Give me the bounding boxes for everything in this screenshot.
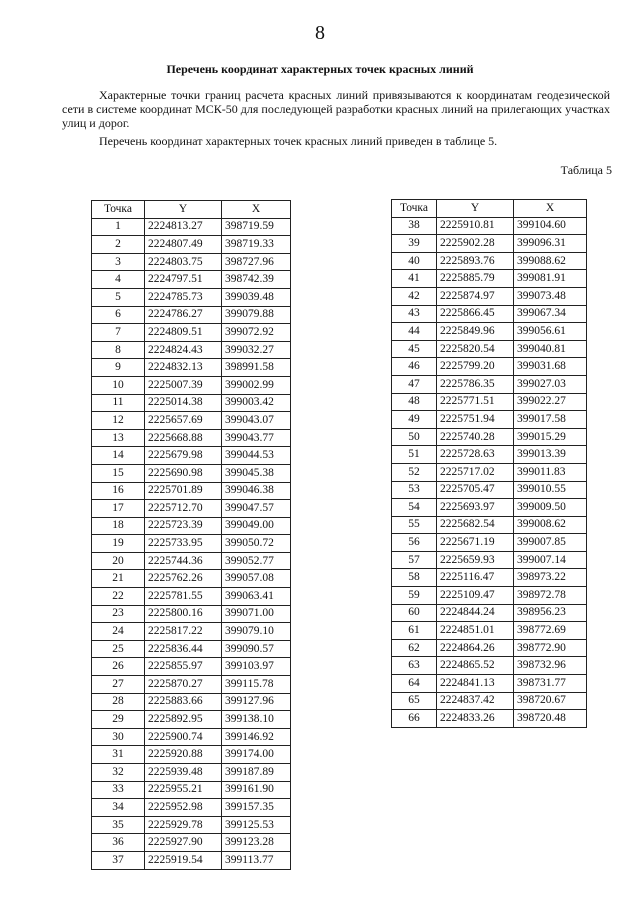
y-cell: 2225693.97 (437, 499, 514, 517)
point-cell: 28 (92, 693, 145, 711)
y-cell: 2225883.66 (145, 693, 222, 711)
table-row (92, 253, 291, 271)
point-cell: 5 (92, 288, 145, 306)
x-cell: 399174.00 (222, 746, 291, 764)
table-row (392, 411, 587, 429)
x-cell: 399073.48 (514, 287, 587, 305)
y-cell: 2225109.47 (437, 587, 514, 605)
y-cell: 2225955.21 (145, 781, 222, 799)
point-cell: 14 (92, 447, 145, 465)
table-row (392, 710, 587, 728)
x-cell: 399007.14 (514, 551, 587, 569)
y-cell: 2225744.36 (145, 552, 222, 570)
point-cell: 61 (392, 622, 437, 640)
x-cell: 398720.67 (514, 692, 587, 710)
x-cell: 399125.53 (222, 816, 291, 834)
table-header-row (392, 200, 587, 218)
table-row (92, 288, 291, 306)
y-cell: 2225799.20 (437, 358, 514, 376)
x-cell: 399017.58 (514, 411, 587, 429)
table-row (92, 570, 291, 588)
point-cell: 9 (92, 359, 145, 377)
point-cell: 62 (392, 639, 437, 657)
table-row (392, 235, 587, 253)
table-row (92, 464, 291, 482)
table-row (92, 781, 291, 799)
point-cell: 18 (92, 517, 145, 535)
x-cell: 399088.62 (514, 252, 587, 270)
table-header-row (92, 201, 291, 219)
table-row (392, 692, 587, 710)
table-row (92, 271, 291, 289)
point-cell: 37 (92, 851, 145, 869)
table-row (392, 270, 587, 288)
y-cell: 2225892.95 (145, 711, 222, 729)
table-row (92, 623, 291, 641)
x-cell: 399010.55 (514, 481, 587, 499)
x-cell: 399115.78 (222, 676, 291, 694)
x-cell: 399043.77 (222, 429, 291, 447)
y-cell: 2224833.26 (437, 710, 514, 728)
point-cell: 2 (92, 236, 145, 254)
point-cell: 10 (92, 376, 145, 394)
point-cell: 53 (392, 481, 437, 499)
header-y: Y (437, 200, 514, 218)
y-cell: 2225910.81 (437, 217, 514, 235)
x-cell: 399072.92 (222, 324, 291, 342)
y-cell: 2225885.79 (437, 270, 514, 288)
point-cell: 11 (92, 394, 145, 412)
x-cell: 399138.10 (222, 711, 291, 729)
y-cell: 2224797.51 (145, 271, 222, 289)
table-row (92, 799, 291, 817)
point-cell: 45 (392, 340, 437, 358)
y-cell: 2225920.88 (145, 746, 222, 764)
y-cell: 2225671.19 (437, 534, 514, 552)
x-cell: 399044.53 (222, 447, 291, 465)
x-cell: 399009.50 (514, 499, 587, 517)
y-cell: 2225007.39 (145, 376, 222, 394)
x-cell: 398719.33 (222, 236, 291, 254)
table-row (392, 639, 587, 657)
table-row (392, 675, 587, 693)
point-cell: 6 (92, 306, 145, 324)
table-row (392, 287, 587, 305)
point-cell: 40 (392, 252, 437, 270)
x-cell: 399067.34 (514, 305, 587, 323)
x-cell: 398972.78 (514, 587, 587, 605)
point-cell: 59 (392, 587, 437, 605)
table-row (392, 323, 587, 341)
coordinates-table-left (91, 200, 291, 870)
table-caption: Таблица 5 (560, 163, 612, 177)
table-row (392, 305, 587, 323)
y-cell: 2225929.78 (145, 816, 222, 834)
table-row (92, 676, 291, 694)
header-point: Точка (392, 200, 437, 218)
table-row (392, 463, 587, 481)
table-row (392, 534, 587, 552)
y-cell: 2225679.98 (145, 447, 222, 465)
y-cell: 2225751.94 (437, 411, 514, 429)
y-cell: 2224844.24 (437, 604, 514, 622)
y-cell: 2225740.28 (437, 428, 514, 446)
x-cell: 399008.62 (514, 516, 587, 534)
x-cell: 399071.00 (222, 605, 291, 623)
point-cell: 31 (92, 746, 145, 764)
x-cell: 398973.22 (514, 569, 587, 587)
y-cell: 2224832.13 (145, 359, 222, 377)
point-cell: 58 (392, 569, 437, 587)
x-cell: 399027.03 (514, 375, 587, 393)
point-cell: 22 (92, 588, 145, 606)
x-cell: 399079.88 (222, 306, 291, 324)
x-cell: 399013.39 (514, 446, 587, 464)
x-cell: 398720.48 (514, 710, 587, 728)
y-cell: 2225902.28 (437, 235, 514, 253)
x-cell: 399056.61 (514, 323, 587, 341)
y-cell: 2225820.54 (437, 340, 514, 358)
table-row (92, 711, 291, 729)
x-cell: 399127.96 (222, 693, 291, 711)
point-cell: 60 (392, 604, 437, 622)
y-cell: 2225939.48 (145, 764, 222, 782)
table-row (92, 728, 291, 746)
x-cell: 399031.68 (514, 358, 587, 376)
y-cell: 2225893.76 (437, 252, 514, 270)
table-row (92, 412, 291, 430)
y-cell: 2225659.93 (437, 551, 514, 569)
reference-paragraph: Перечень координат характерных точек красных линий приведен в таблице 5. (99, 134, 498, 148)
y-cell: 2225762.26 (145, 570, 222, 588)
x-cell: 398727.96 (222, 253, 291, 271)
point-cell: 39 (392, 235, 437, 253)
y-cell: 2225014.38 (145, 394, 222, 412)
table-row (392, 551, 587, 569)
table-row (392, 340, 587, 358)
x-cell: 399103.97 (222, 658, 291, 676)
y-cell: 2224851.01 (437, 622, 514, 640)
x-cell: 398991.58 (222, 359, 291, 377)
x-cell: 399063.41 (222, 588, 291, 606)
y-cell: 2225866.45 (437, 305, 514, 323)
header-y: Y (145, 201, 222, 219)
x-cell: 398719.59 (222, 218, 291, 236)
point-cell: 63 (392, 657, 437, 675)
point-cell: 66 (392, 710, 437, 728)
y-cell: 2225668.88 (145, 429, 222, 447)
y-cell: 2224803.75 (145, 253, 222, 271)
x-cell: 399050.72 (222, 535, 291, 553)
table-row (392, 217, 587, 235)
point-cell: 21 (92, 570, 145, 588)
table-row (392, 587, 587, 605)
point-cell: 27 (92, 676, 145, 694)
point-cell: 50 (392, 428, 437, 446)
table-row (92, 640, 291, 658)
point-cell: 48 (392, 393, 437, 411)
point-cell: 35 (92, 816, 145, 834)
x-cell: 399015.29 (514, 428, 587, 446)
point-cell: 52 (392, 463, 437, 481)
y-cell: 2225116.47 (437, 569, 514, 587)
document-title: Перечень координат характерных точек красных линий (166, 62, 474, 76)
y-cell: 2224841.13 (437, 675, 514, 693)
point-cell: 25 (92, 640, 145, 658)
table-row (92, 429, 291, 447)
point-cell: 19 (92, 535, 145, 553)
table-row (92, 218, 291, 236)
point-cell: 16 (92, 482, 145, 500)
y-cell: 2224809.51 (145, 324, 222, 342)
point-cell: 65 (392, 692, 437, 710)
y-cell: 2225900.74 (145, 728, 222, 746)
y-cell: 2225849.96 (437, 323, 514, 341)
point-cell: 42 (392, 287, 437, 305)
point-cell: 26 (92, 658, 145, 676)
x-cell: 399104.60 (514, 217, 587, 235)
table-row (92, 500, 291, 518)
y-cell: 2225870.27 (145, 676, 222, 694)
table-row (392, 622, 587, 640)
header-x: X (222, 201, 291, 219)
y-cell: 2224786.27 (145, 306, 222, 324)
point-cell: 33 (92, 781, 145, 799)
point-cell: 43 (392, 305, 437, 323)
x-cell: 398772.69 (514, 622, 587, 640)
point-cell: 34 (92, 799, 145, 817)
y-cell: 2225690.98 (145, 464, 222, 482)
x-cell: 399187.89 (222, 764, 291, 782)
point-cell: 56 (392, 534, 437, 552)
x-cell: 399007.85 (514, 534, 587, 552)
x-cell: 399039.48 (222, 288, 291, 306)
x-cell: 399081.91 (514, 270, 587, 288)
y-cell: 2225712.70 (145, 500, 222, 518)
y-cell: 2225717.02 (437, 463, 514, 481)
point-cell: 47 (392, 375, 437, 393)
y-cell: 2225733.95 (145, 535, 222, 553)
table-row (392, 604, 587, 622)
table-row (392, 657, 587, 675)
point-cell: 49 (392, 411, 437, 429)
y-cell: 2225800.16 (145, 605, 222, 623)
table-row (92, 306, 291, 324)
y-cell: 2225701.89 (145, 482, 222, 500)
y-cell: 2225952.98 (145, 799, 222, 817)
point-cell: 12 (92, 412, 145, 430)
x-cell: 399052.77 (222, 552, 291, 570)
table-row (92, 605, 291, 623)
x-cell: 399090.57 (222, 640, 291, 658)
point-cell: 24 (92, 623, 145, 641)
x-cell: 399011.83 (514, 463, 587, 481)
point-cell: 51 (392, 446, 437, 464)
x-cell: 399040.81 (514, 340, 587, 358)
table-row (92, 447, 291, 465)
table-row (92, 851, 291, 869)
point-cell: 4 (92, 271, 145, 289)
table-row (92, 535, 291, 553)
table-row (392, 569, 587, 587)
point-cell: 23 (92, 605, 145, 623)
point-cell: 20 (92, 552, 145, 570)
x-cell: 399146.92 (222, 728, 291, 746)
y-cell: 2225927.90 (145, 834, 222, 852)
x-cell: 398742.39 (222, 271, 291, 289)
table-row (392, 358, 587, 376)
x-cell: 398732.96 (514, 657, 587, 675)
y-cell: 2225855.97 (145, 658, 222, 676)
point-cell: 46 (392, 358, 437, 376)
table-row (92, 324, 291, 342)
y-cell: 2225705.47 (437, 481, 514, 499)
table-row (92, 834, 291, 852)
point-cell: 55 (392, 516, 437, 534)
table-row (92, 359, 291, 377)
x-cell: 399032.27 (222, 341, 291, 359)
table-row (392, 428, 587, 446)
point-cell: 15 (92, 464, 145, 482)
x-cell: 398956.23 (514, 604, 587, 622)
point-cell: 7 (92, 324, 145, 342)
intro-paragraph: Характерные точки границ расчета красных линий привязываются к координатам геодезической сети в системе координат МСК-50 для последующей разработки красных линий на прилегающих участках улиц и дорог. (62, 88, 610, 130)
x-cell: 399003.42 (222, 394, 291, 412)
y-cell: 2225781.55 (145, 588, 222, 606)
y-cell: 2225723.39 (145, 517, 222, 535)
y-cell: 2225817.22 (145, 623, 222, 641)
point-cell: 57 (392, 551, 437, 569)
table-row (92, 816, 291, 834)
y-cell: 2224837.42 (437, 692, 514, 710)
x-cell: 399079.10 (222, 623, 291, 641)
y-cell: 2224865.52 (437, 657, 514, 675)
x-cell: 399161.90 (222, 781, 291, 799)
table-row (92, 746, 291, 764)
y-cell: 2225771.51 (437, 393, 514, 411)
table-row (392, 393, 587, 411)
table-row (92, 482, 291, 500)
x-cell: 399043.07 (222, 412, 291, 430)
x-cell: 399049.00 (222, 517, 291, 535)
table-row (92, 658, 291, 676)
table-row (92, 588, 291, 606)
point-cell: 32 (92, 764, 145, 782)
table-row (92, 764, 291, 782)
coordinates-table-right (391, 199, 587, 728)
table-row (92, 693, 291, 711)
y-cell: 2225728.63 (437, 446, 514, 464)
table-row (92, 552, 291, 570)
point-cell: 30 (92, 728, 145, 746)
y-cell: 2225919.54 (145, 851, 222, 869)
x-cell: 398772.90 (514, 639, 587, 657)
y-cell: 2224785.73 (145, 288, 222, 306)
y-cell: 2225836.44 (145, 640, 222, 658)
x-cell: 399057.08 (222, 570, 291, 588)
x-cell: 399096.31 (514, 235, 587, 253)
point-cell: 36 (92, 834, 145, 852)
y-cell: 2225874.97 (437, 287, 514, 305)
y-cell: 2224813.27 (145, 218, 222, 236)
table-row (392, 516, 587, 534)
y-cell: 2225786.35 (437, 375, 514, 393)
point-cell: 3 (92, 253, 145, 271)
table-row (92, 376, 291, 394)
y-cell: 2224824.43 (145, 341, 222, 359)
point-cell: 38 (392, 217, 437, 235)
x-cell: 399045.38 (222, 464, 291, 482)
x-cell: 399047.57 (222, 500, 291, 518)
page-number: 8 (315, 22, 325, 44)
x-cell: 399157.35 (222, 799, 291, 817)
point-cell: 17 (92, 500, 145, 518)
point-cell: 1 (92, 218, 145, 236)
point-cell: 41 (392, 270, 437, 288)
header-point: Точка (92, 201, 145, 219)
table-row (392, 499, 587, 517)
y-cell: 2225657.69 (145, 412, 222, 430)
table-row (392, 481, 587, 499)
x-cell: 398731.77 (514, 675, 587, 693)
point-cell: 54 (392, 499, 437, 517)
table-row (392, 252, 587, 270)
header-x: X (514, 200, 587, 218)
point-cell: 64 (392, 675, 437, 693)
x-cell: 399123.28 (222, 834, 291, 852)
y-cell: 2224807.49 (145, 236, 222, 254)
y-cell: 2225682.54 (437, 516, 514, 534)
point-cell: 8 (92, 341, 145, 359)
table-row (92, 517, 291, 535)
table-row (92, 394, 291, 412)
x-cell: 399046.38 (222, 482, 291, 500)
table-row (392, 446, 587, 464)
y-cell: 2224864.26 (437, 639, 514, 657)
table-row (92, 236, 291, 254)
point-cell: 13 (92, 429, 145, 447)
point-cell: 44 (392, 323, 437, 341)
table-row (92, 341, 291, 359)
x-cell: 399022.27 (514, 393, 587, 411)
x-cell: 399113.77 (222, 851, 291, 869)
point-cell: 29 (92, 711, 145, 729)
table-row (392, 375, 587, 393)
x-cell: 399002.99 (222, 376, 291, 394)
